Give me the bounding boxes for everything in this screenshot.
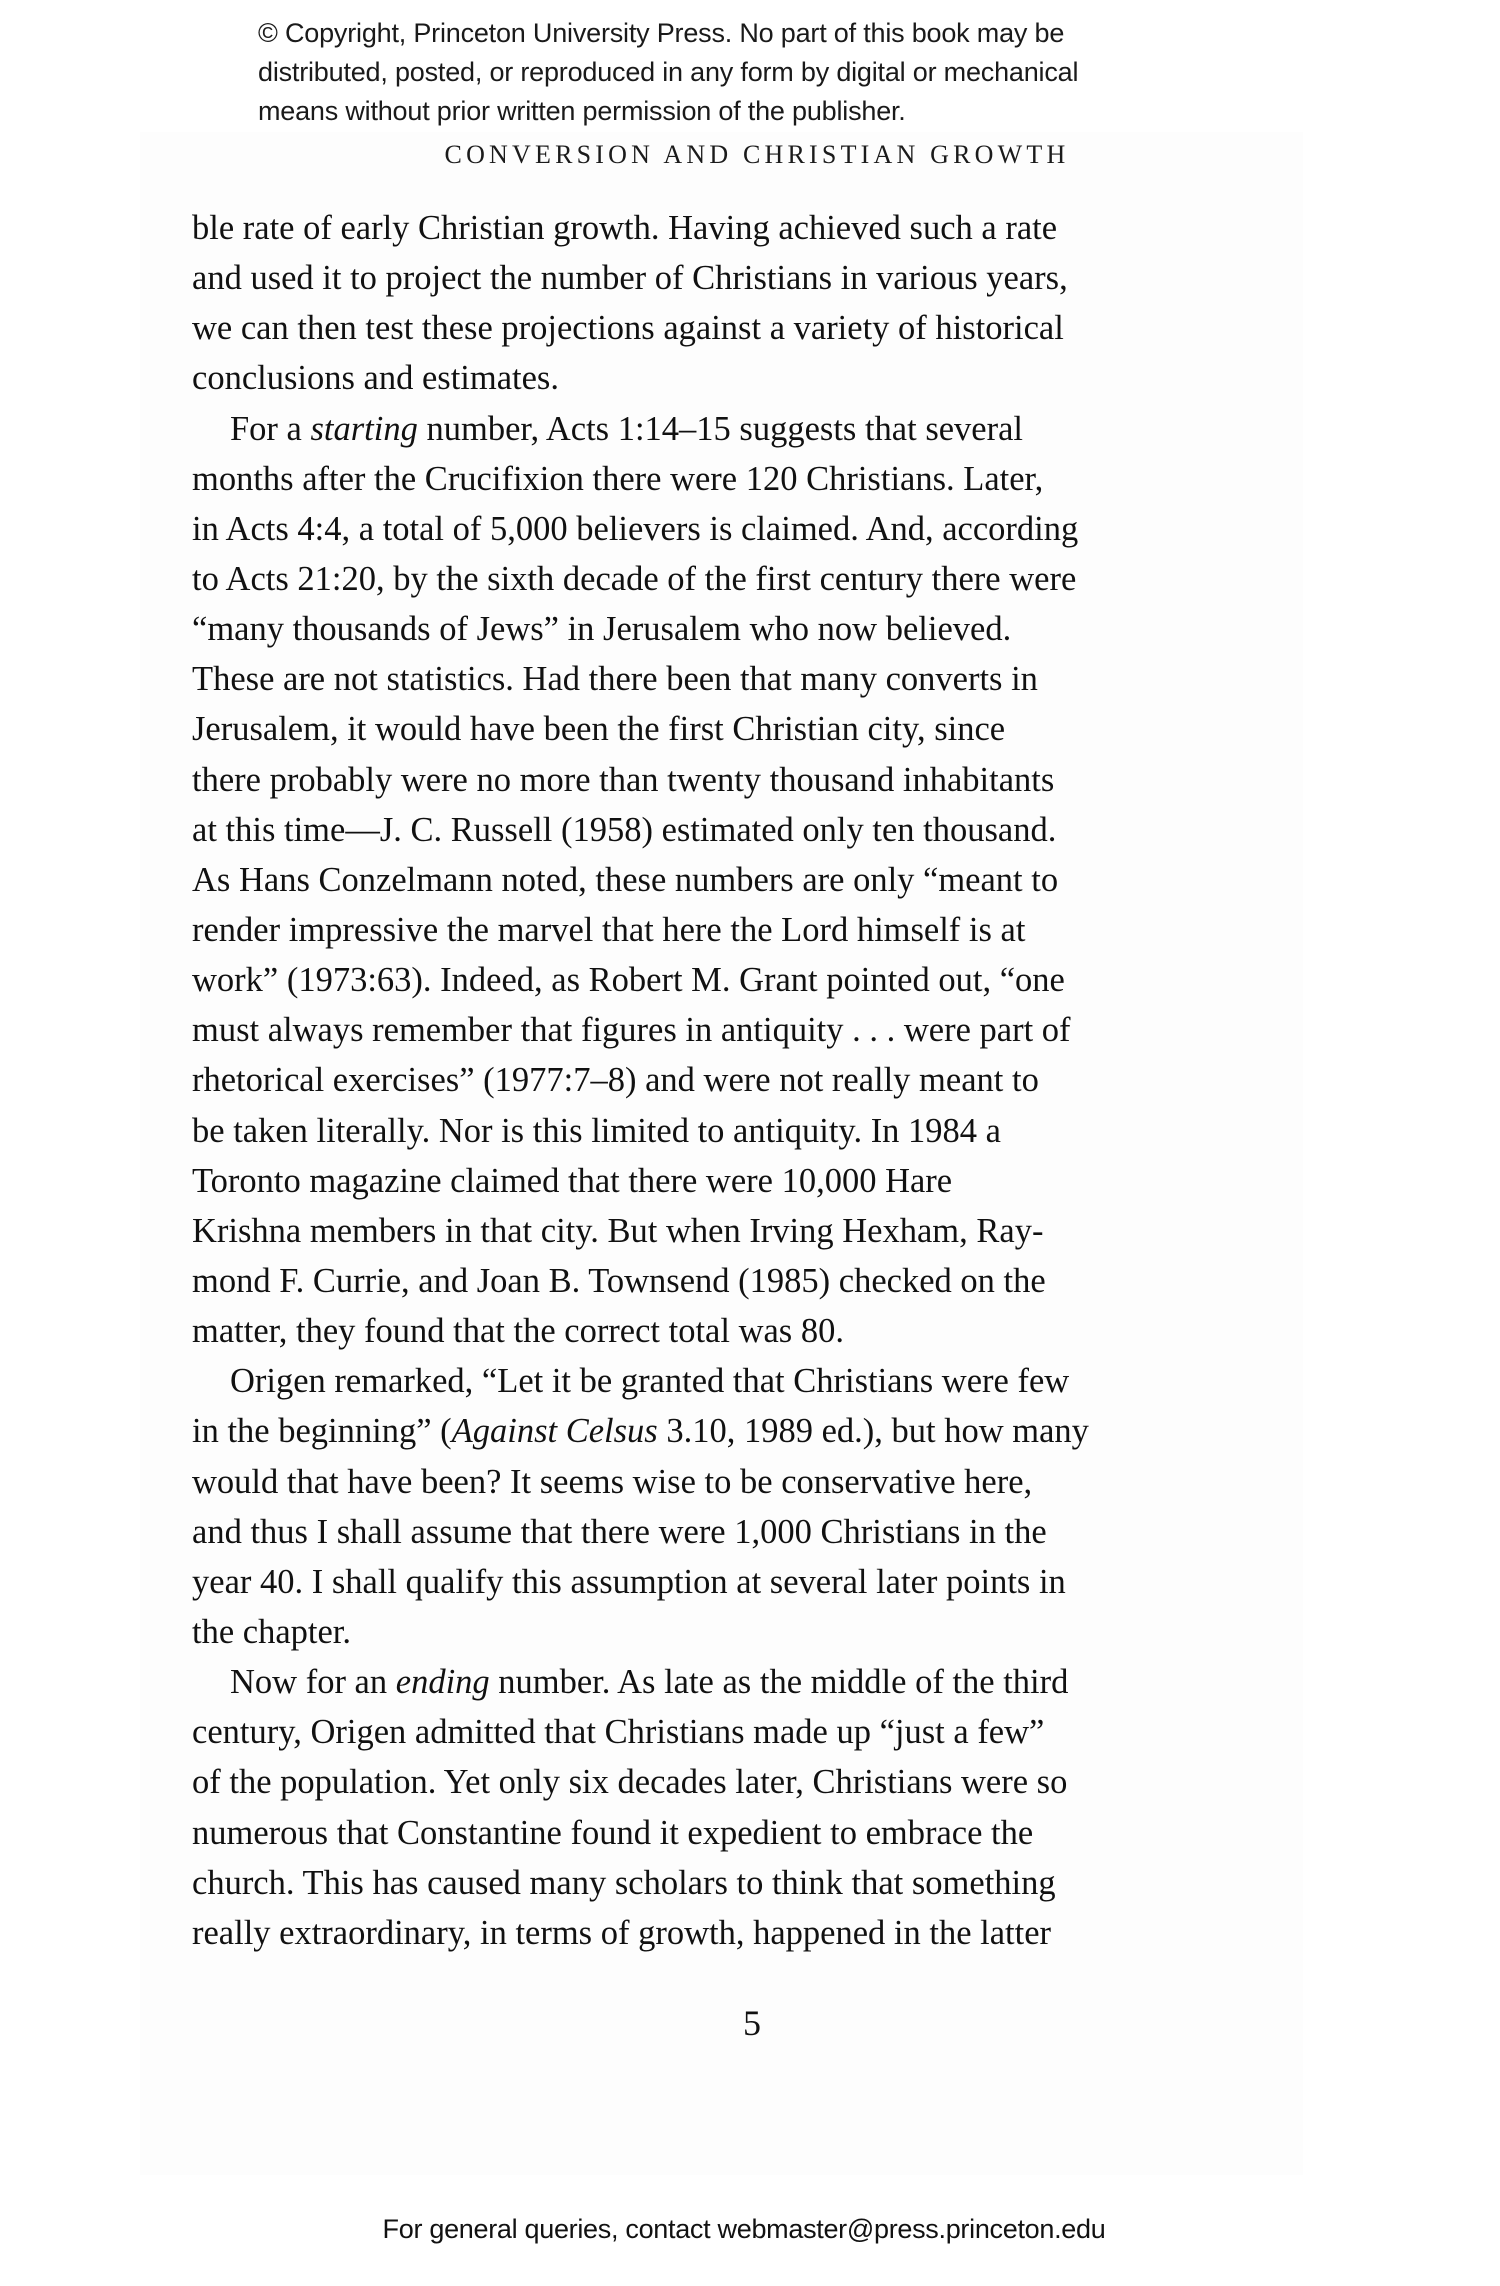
paragraph [192, 206, 1263, 407]
text-run: 3.10, 1989 ed.), but how many [657, 1412, 1089, 1451]
text-line [192, 1159, 1263, 1209]
text-run: rhetorical exercises” (1977:7–8) and were not really meant to [192, 1061, 1039, 1100]
text-run: at this time—J. C. Russell (1958) estimated only ten thousand. [192, 810, 1057, 849]
text-run: in the beginning” ( [192, 1412, 452, 1451]
text-run: and used it to project the number of Christians in various years, [192, 259, 1068, 298]
text-run: conclusions and estimates. [192, 359, 559, 398]
text-run: in Acts 4:4, a total of 5,000 believers is claimed. And, according [192, 509, 1079, 548]
paragraph [192, 1660, 1263, 1961]
text-run: century, Origen admitted that Christians made up “just a few” [192, 1713, 1045, 1752]
text-line [192, 1008, 1263, 1058]
text-run: Now for an [230, 1663, 396, 1702]
text-run: of the population. Yet only six decades later, Christians were so [192, 1763, 1068, 1802]
text-run: Origen remarked, “Let it be granted that Christians were few [230, 1362, 1070, 1401]
italic-text: ending [395, 1663, 490, 1702]
text-line [192, 1058, 1263, 1108]
text-line [192, 1359, 1263, 1409]
copyright-line: means without prior written permission of the publisher. [258, 96, 906, 126]
text-run: work” (1973:63). Indeed, as Robert M. Grant pointed out, “one [192, 961, 1065, 1000]
text-run: year 40. I shall qualify this assumption at several later points in [192, 1562, 1066, 1601]
text-run: would that have been? It seems wise to be conservative here, [192, 1462, 1033, 1501]
text-line [192, 557, 1263, 607]
text-line [192, 707, 1263, 757]
text-run: render impressive the marvel that here the Lord himself is at [192, 910, 1026, 949]
text-line [192, 1510, 1263, 1560]
text-run: Jerusalem, it would have been the first Christian city, since [192, 710, 1006, 749]
text-run: These are not statistics. Had there been that many converts in [192, 660, 1038, 699]
text-run: number. As late as the middle of the third [489, 1663, 1069, 1702]
text-run: church. This has caused many scholars to think that something [192, 1863, 1056, 1902]
text-line [192, 1660, 1263, 1710]
text-line [192, 1309, 1263, 1359]
text-run: Toronto magazine claimed that there were 10,000 Hare [192, 1161, 953, 1200]
text-line [192, 1259, 1263, 1309]
text-run: there probably were no more than twenty thousand inhabitants [192, 760, 1055, 799]
text-line [192, 356, 1263, 406]
paragraph [192, 1359, 1263, 1660]
text-run: number, Acts 1:14–15 suggests that several [417, 409, 1024, 448]
text-line [192, 758, 1263, 808]
text-line [192, 1811, 1263, 1861]
page-number: 5 [743, 2003, 761, 2043]
text-line [192, 808, 1263, 858]
text-line [192, 908, 1263, 958]
text-run: the chapter. [192, 1612, 352, 1651]
text-run: mond F. Currie, and Joan B. Townsend (1985) checked on the [192, 1261, 1046, 1300]
text-run: must always remember that figures in antiquity . . . were part of [192, 1011, 1071, 1050]
copyright-line: distributed, posted, or reproduced in any form by digital or mechanical [258, 57, 1079, 87]
italic-text: starting [310, 409, 418, 448]
text-line [192, 1760, 1263, 1810]
text-line [192, 457, 1263, 507]
text-run: months after the Crucifixion there were 120 Christians. Later, [192, 459, 1044, 498]
text-line [192, 1710, 1263, 1760]
text-run: to Acts 21:20, by the sixth decade of the first century there were [192, 559, 1077, 598]
text-line [192, 1610, 1263, 1660]
text-run: matter, they found that the correct total was 80. [192, 1312, 844, 1351]
text-line [192, 507, 1263, 557]
text-run: really extraordinary, in terms of growth, happened in the latter [192, 1913, 1051, 1952]
italic-text: Against Celsus [451, 1412, 658, 1451]
text-line [192, 958, 1263, 1008]
text-line [192, 657, 1263, 707]
text-run: we can then test these projections against a variety of historical [192, 309, 1064, 348]
paragraph [192, 407, 1263, 1360]
text-run: ble rate of early Christian growth. Having achieved such a rate [192, 209, 1058, 247]
text-line [192, 407, 1263, 457]
text-line [192, 607, 1263, 657]
body-text [192, 206, 1263, 1961]
text-line [192, 1460, 1263, 1510]
text-run: Krishna members in that city. But when Irving Hexham, Ray- [192, 1211, 1044, 1250]
text-line [192, 1560, 1263, 1610]
running-head: CONVERSION AND CHRISTIAN GROWTH [444, 140, 1070, 169]
text-line [192, 1861, 1263, 1911]
text-line [192, 1911, 1263, 1961]
text-run: and thus I shall assume that there were 1,000 Christians in the [192, 1512, 1047, 1551]
contact-footer: For general queries, contact webmaster@press.princeton.edu [382, 2214, 1106, 2244]
text-line [192, 858, 1263, 908]
text-line [192, 206, 1263, 256]
text-run: For a [230, 409, 311, 448]
text-run: numerous that Constantine found it expedient to embrace the [192, 1813, 1034, 1852]
text-run: be taken literally. Nor is this limited to antiquity. In 1984 a [192, 1111, 1001, 1150]
text-line [192, 306, 1263, 356]
text-line [192, 1409, 1263, 1459]
copyright-notice [258, 14, 1258, 131]
text-line [192, 1109, 1263, 1159]
text-line [192, 256, 1263, 306]
text-run: “many thousands of Jews” in Jerusalem who now believed. [192, 610, 1012, 649]
copyright-line: © Copyright, Princeton University Press. No part of this book may be [258, 18, 1065, 48]
text-run: As Hans Conzelmann noted, these numbers are only “meant to [192, 860, 1059, 899]
text-line [192, 1209, 1263, 1259]
